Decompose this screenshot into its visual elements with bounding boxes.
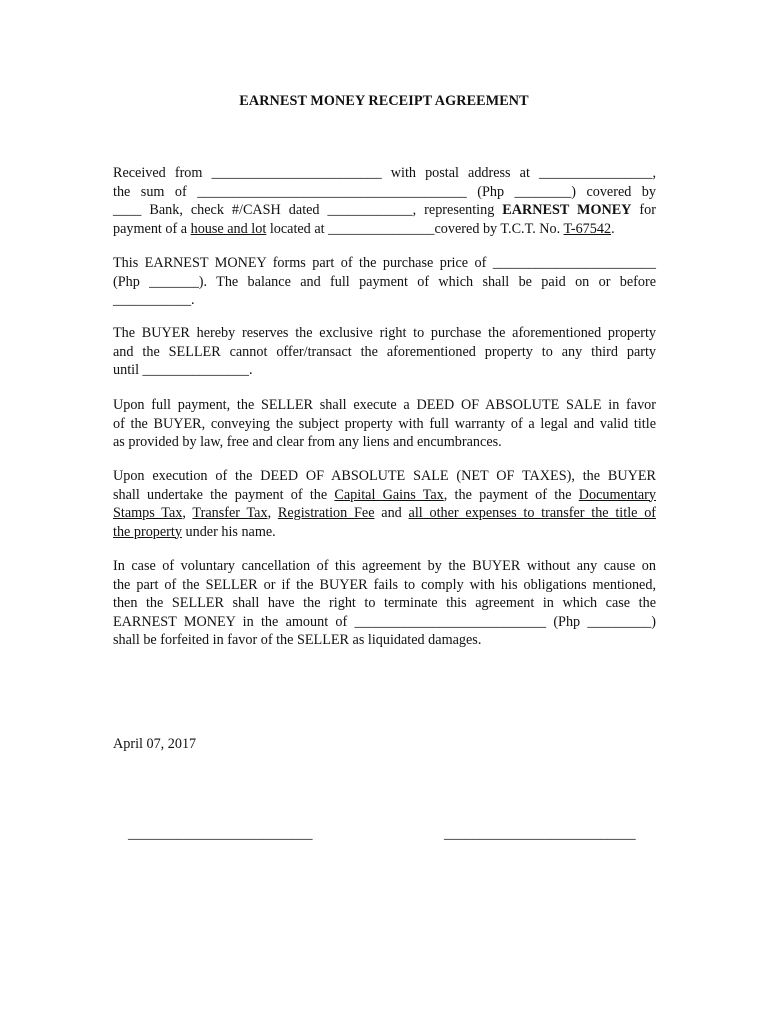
p5-line-4: [113, 523, 656, 542]
p1-line-4-mid: located at _______________covered by T.C.T. No.: [266, 220, 564, 237]
p6-line-1: In case of voluntary cancellation of this agreement by the BUYER without any cause on: [113, 558, 656, 574]
p3-line-3: until _______________.: [113, 362, 253, 378]
p6-line-5: shall be forfeited in favor of the SELLER as liquidated damages.: [113, 632, 482, 648]
paragraph-reservation: [113, 324, 656, 380]
earnest-money-bold: EARNEST MONEY: [502, 202, 632, 218]
p6-line-2: the part of the SELLER or if the BUYER fails to comply with his obligations mentioned,: [113, 576, 656, 593]
p1-line-3-text: ____ Bank, check #/CASH dated ____________, representing: [113, 202, 503, 218]
stamps-tax-underlined: Stamps Tax: [113, 505, 183, 521]
other-expenses-underlined: all other expenses to transfer the title of: [408, 505, 657, 521]
p5-line-2: [113, 486, 656, 505]
p6-line-3: then the SELLER shall have the right to terminate this agreement in which case the: [113, 595, 656, 611]
p5-line-1: Upon execution of the DEED OF ABSOLUTE SALE (NET OF TAXES), the BUYER: [113, 468, 656, 484]
p1-line-3: [113, 201, 656, 220]
p4-line-2: of the BUYER, conveying the subject property with full warranty of a legal and valid title: [113, 415, 656, 432]
p1-line-3-end: for: [631, 202, 656, 218]
p5-line-3: [113, 504, 656, 523]
signature-line-right: ___________________________: [444, 826, 636, 842]
paragraph-purchase-price: [113, 254, 656, 310]
p5-line-3-sep-2: ,: [267, 505, 278, 521]
p5-line-3-sep-1: ,: [182, 505, 193, 521]
the-property-underlined: the property: [113, 523, 182, 540]
paragraph-cancellation: [113, 557, 656, 650]
p4-line-1: Upon full payment, the SELLER shall execute a DEED OF ABSOLUTE SALE in favor: [113, 397, 656, 413]
p5-line-4-end: under his name.: [181, 523, 276, 540]
paragraph-taxes: [113, 467, 656, 541]
capital-gains-tax-underlined: Capital Gains Tax: [334, 486, 444, 503]
document-date: April 07, 2017: [113, 736, 197, 752]
p1-line-2: the sum of ______________________________________ (Php ________) covered by: [113, 183, 656, 200]
p1-line-4: [113, 220, 656, 239]
transfer-tax-underlined: Transfer Tax: [192, 505, 268, 521]
p5-line-2-text: shall undertake the payment of the: [113, 486, 335, 503]
p3-line-2: and the SELLER cannot offer/transact the aforementioned property to any third party: [113, 343, 656, 360]
p5-line-3-and: and: [374, 505, 409, 521]
registration-fee-underlined: Registration Fee: [277, 505, 375, 521]
p5-line-2-mid: , the payment of the: [443, 486, 579, 503]
document-title: EARNEST MONEY RECEIPT AGREEMENT: [239, 93, 529, 109]
p1-line-1: Received from ________________________ with postal address at ________________,: [113, 165, 656, 181]
paragraph-receipt: [113, 164, 656, 238]
p6-line-4: EARNEST MONEY in the amount of ___________________________ (Php _________): [113, 613, 656, 630]
house-and-lot-underlined: house and lot: [190, 220, 267, 237]
p2-line-2: (Php _______). The balance and full payment of which shall be paid on or before: [113, 273, 656, 290]
p2-line-1: This EARNEST MONEY forms part of the purchase price of _______________________: [113, 255, 656, 271]
p3-line-1: The BUYER hereby reserves the exclusive right to purchase the aforementioned property: [113, 325, 656, 341]
paragraph-full-payment: [113, 396, 656, 452]
p1-line-4-text: payment of a: [113, 220, 191, 237]
p4-line-3: as provided by law, free and clear from any liens and encumbrances.: [113, 434, 502, 450]
documentary-underlined: Documentary: [578, 486, 656, 503]
signature-line-left: __________________________: [128, 826, 313, 842]
p1-line-4-end: .: [611, 220, 615, 237]
p2-line-3: ___________.: [113, 292, 195, 308]
tct-number-underlined: T-67542: [563, 220, 612, 237]
